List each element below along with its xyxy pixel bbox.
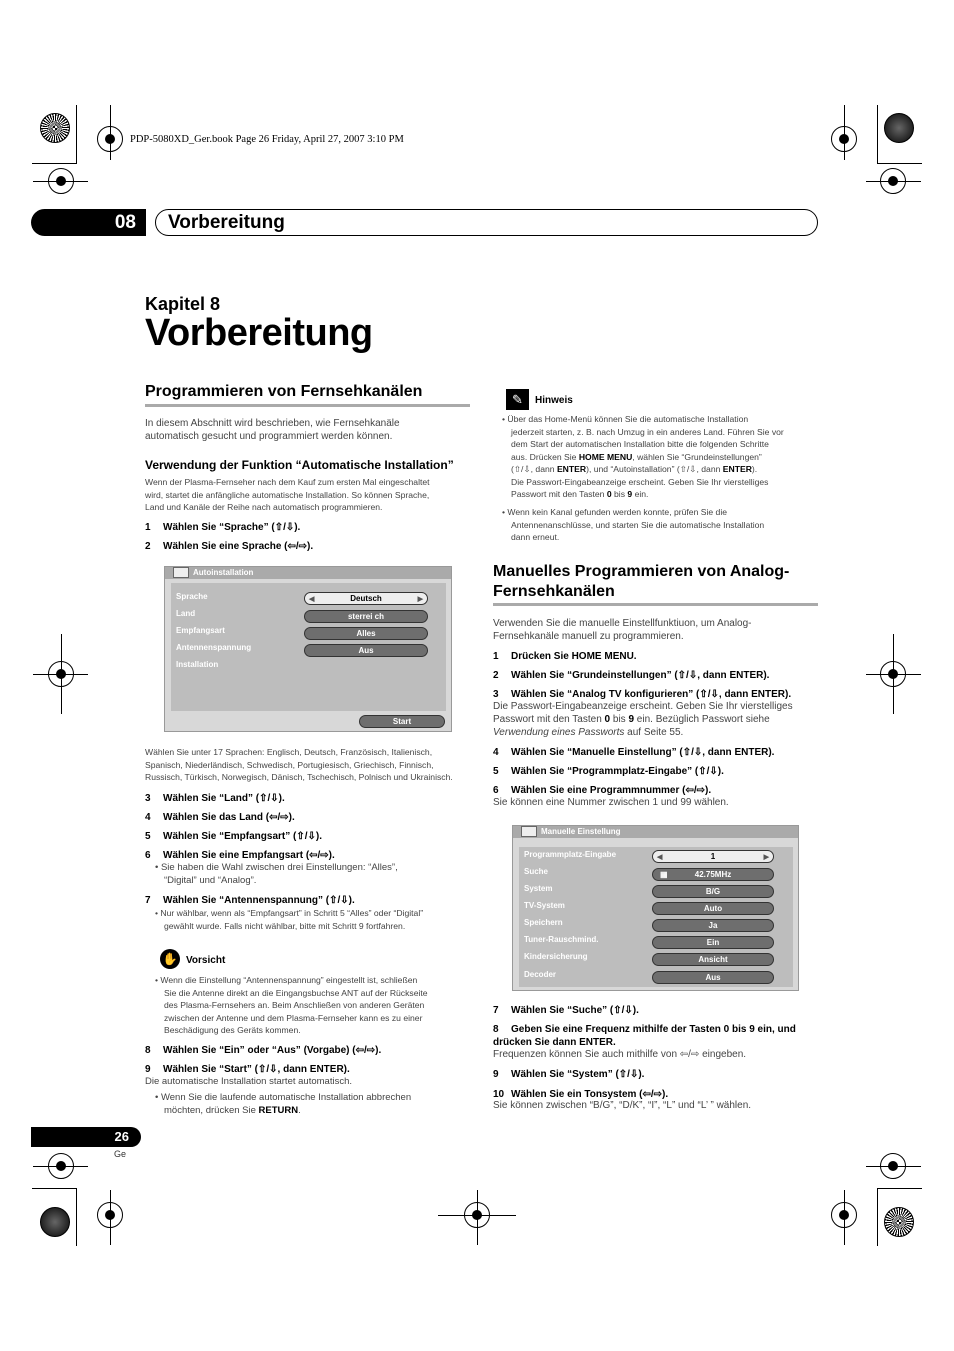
step-9: 9 Wählen Sie “Start” (⇧/⇩, dann ENTER). — [145, 1064, 350, 1075]
autoinstallation-panel — [164, 566, 452, 732]
menu-row-programmplatz[interactable]: Programmplatz-Eingabe ◀ 1 ▶ — [519, 848, 789, 865]
step-5: 5 Wählen Sie “Empfangsart” (⇧/⇩). — [145, 831, 322, 842]
value-pill[interactable]: Ein — [652, 936, 774, 949]
manual-step-5: 5 Wählen Sie “Programmplatz-Eingabe” (⇧/⇩). — [493, 766, 724, 777]
value-selector[interactable]: ◀ Deutsch ▶ — [304, 592, 428, 605]
value-pill[interactable]: Auto — [652, 902, 774, 915]
section-heading: Programmieren von Fernsehkanälen — [145, 383, 423, 400]
languages-note: Wählen Sie unter 17 Sprachen: Englisch, Deutsch, Französisch, Italienisch, Spanisch, Niederländisch, Schwedisch, Portugiesisch, Griechisch, Finnisch, Russisch, Türkisch, Norwegisch, Dänisch, Tschechisch, Polnisch und Ukrainisch. — [145, 747, 453, 782]
language-code: Ge — [114, 1149, 127, 1159]
value-pill[interactable]: Aus — [304, 644, 428, 657]
menu-row-sprache[interactable]: Sprache ◀ Deutsch ▶ — [171, 590, 426, 607]
manual-step-8-text: Frequenzen können Sie auch mithilfe von ⇦/⇨ eingeben. — [493, 1049, 747, 1060]
menu-row-tuner-rauschmind[interactable]: Tuner-Rauschmind. Ein — [519, 933, 789, 950]
panel-title: Autoinstallation — [165, 567, 451, 579]
heading-rule — [493, 603, 818, 606]
manual-step-7: 7 Wählen Sie “Suche” (⇧/⇩). — [493, 1005, 639, 1016]
manual-step-10: 10 Wählen Sie ein Tonsystem (⇦/⇨). — [493, 1089, 669, 1100]
manual-step-6-text: Sie können eine Nummer zwischen 1 und 99 wählen. — [493, 797, 729, 808]
start-button[interactable]: Start — [359, 715, 445, 728]
chapter-header-title: Vorbereitung — [155, 209, 818, 236]
menu-row-suche[interactable]: Suche ▦ 42.75MHz — [519, 865, 789, 882]
arrow-left-icon[interactable]: ◀ — [309, 596, 315, 603]
value-pill[interactable]: Ansicht — [652, 953, 774, 966]
step-1: 1 Wählen Sie “Sprache” (⇧/⇩). — [145, 522, 301, 533]
menu-row-decoder[interactable]: Decoder Aus — [519, 968, 789, 985]
menu-row-empfangsart[interactable]: Empfangsart Alles — [171, 624, 426, 641]
keypad-icon: ▦ — [660, 870, 668, 879]
manual-step-2: 2 Wählen Sie “Grundeinstellungen” (⇧/⇩, dann ENTER). — [493, 670, 770, 681]
value-pill[interactable]: Aus — [652, 971, 774, 984]
page-title: Vorbereitung — [145, 312, 373, 354]
menu-row-tv-system[interactable]: TV-System Auto — [519, 899, 789, 916]
step-2: 2 Wählen Sie eine Sprache (⇦/⇨). — [145, 541, 314, 552]
manual-step-6: 6 Wählen Sie eine Programmnummer (⇦/⇨). — [493, 785, 712, 796]
manual-step-4: 4 Wählen Sie “Manuelle Einstellung” (⇧/⇩, dann ENTER). — [493, 747, 775, 758]
step-7-bullet: • Nur wählbar, wenn als “Empfangsart” in Schritt 5 “Alles” oder “Digital” gewählt wurde. Falls nicht wählbar, bitte mit Schritt 9 fortfahren. — [155, 908, 424, 931]
sub-intro: Wenn der Plasma-Fernseher nach dem Kauf zum ersten Mal eingeschaltet wird, startet die anfängliche automatische Installation. So können Sprache, Land und Kanäle der Reihe nach automatisch programmieren. — [145, 477, 430, 512]
arrow-right-icon[interactable]: ▶ — [417, 596, 423, 603]
intro: In diesem Abschnitt wird beschrieben, wie Fernsehkanäle automatisch gesucht und programmiert werden können. — [145, 418, 400, 442]
step-7: 7 Wählen Sie “Antennenspannung” (⇧/⇩). — [145, 895, 355, 906]
value-pill[interactable]: B/G — [652, 885, 774, 898]
hint-2: • Wenn kein Kanal gefunden werden konnte, prüfen Sie die Antennenanschlüsse, und starten Sie die automatische Installation dann erneut. — [502, 507, 765, 542]
step-9-bullet: • Wenn Sie die laufende automatische Installation abbrechen möchten, drücken Sie RETURN. — [155, 1092, 412, 1116]
value-pill[interactable]: ▦ 42.75MHz — [652, 868, 774, 881]
manual-step-1: 1 Drücken Sie HOME MENU. — [493, 651, 637, 662]
chapter-number: 08 — [31, 209, 146, 236]
panel-title: Manuelle Einstellung — [513, 826, 798, 838]
arrow-right-icon[interactable]: ▶ — [763, 854, 769, 861]
caution-text: • Wenn die Einstellung “Antennenspannung” eingestellt ist, schließen Sie die Antenne direkt an die Eingangsbuchse ANT auf der Rückseite des Plasma-Fernsehers an. Beim Anschließen von anderen Geräten zwischen der Antenne und dem Plasma-Fernseher kann es zu einer Beschädigung des Geräts kommen. — [155, 975, 428, 1035]
manual-step-3-text: Die Passwort-Eingabeanzeige erscheint. Geben Sie Ihr vierstelliges Passwort mit den Tasten 0 bis 9 ein. Bezüglich Passwort siehe Verwendung eines Passworts auf Seite 55. — [493, 701, 793, 738]
manuelle-einstellung-panel — [512, 825, 799, 991]
caution-heading: Vorsicht — [186, 955, 226, 966]
menu-row-kindersicherung[interactable]: Kindersicherung Ansicht — [519, 950, 789, 967]
manual-step-10-text: Sie können zwischen “B/G”, “D/K”, “I”, “L” und “L’ ” wählen. — [493, 1100, 752, 1111]
manual-step-8: 8 Geben Sie eine Frequenz mithilfe der Tasten 0 bis 9 ein, und drücken Sie dann ENTER. — [493, 1024, 796, 1048]
manual-step-9: 9 Wählen Sie “System” (⇧/⇩). — [493, 1069, 645, 1080]
menu-row-antennenspannung[interactable]: Antennenspannung Aus — [171, 641, 426, 658]
value-pill[interactable]: Alles — [304, 627, 428, 640]
value-selector[interactable]: ◀ 1 ▶ — [652, 850, 774, 863]
hint-1: • Über das Home-Menü können Sie die automatische Installation jederzeit starten, z. B. nach Umzug in ein anderes Land. Führen Sie vor dem Start der automatischen Installation bitte die folgenden Schritte aus. Drücken Sie HOME MENU, wählen Sie “Grundeinstellungen” (⇧/⇩, dann ENTER), und “Autoinstallation” (⇧/⇩, dann ENTER). Die Passwort-Eingabeanzeige erscheint. Geben Sie Ihr vierstelliges Passwort mit den Tasten 0 bis 9 ein. — [502, 414, 784, 499]
step-3: 3 Wählen Sie “Land” (⇧/⇩). — [145, 793, 285, 804]
manual-step-3: 3 Wählen Sie “Analog TV konfigurieren” (⇧/⇩, dann ENTER). — [493, 689, 792, 700]
subheading: Verwendung der Funktion “Automatische Installation” — [145, 458, 454, 472]
heading-rule — [145, 404, 470, 407]
arrow-left-icon[interactable]: ◀ — [657, 854, 663, 861]
menu-row-system[interactable]: System B/G — [519, 882, 789, 899]
section-heading-manual: Manuelles Programmieren von Analog- Fernsehkanälen — [493, 563, 790, 600]
manual-intro: Verwenden Sie die manuelle Einstellfunktiuon, um Analog- Fernsehkanäle manuell zu programmieren. — [493, 618, 752, 642]
menu-row-land[interactable]: Land sterrei ch — [171, 607, 426, 624]
value-pill[interactable]: Ja — [652, 919, 774, 932]
caution-hand-icon: ✋ — [160, 949, 180, 969]
step-4: 4 Wählen Sie das Land (⇦/⇨). — [145, 812, 295, 823]
step-9-text: Die automatische Installation startet automatisch. — [145, 1076, 352, 1087]
value-pill[interactable]: sterrei ch — [304, 610, 428, 623]
step-8: 8 Wählen Sie “Ein” oder “Aus” (Vorgabe) (⇦/⇨). — [145, 1045, 382, 1056]
file-info: PDP-5080XD_Ger.book Page 26 Friday, April 27, 2007 3:10 PM — [130, 134, 404, 145]
step-6-bullet: • Sie haben die Wahl zwischen drei Einstellungen: “Alles”, “Digital” und “Analog”. — [155, 862, 398, 886]
note-pencil-icon: ✎ — [506, 389, 529, 410]
menu-row-speichern[interactable]: Speichern Ja — [519, 916, 789, 933]
hint-heading: Hinweis — [535, 395, 573, 406]
book-icon — [173, 567, 189, 578]
chapter-label: Kapitel 8 — [145, 294, 221, 314]
menu-row-installation[interactable]: Installation — [176, 660, 219, 669]
page-number: 26 — [31, 1127, 141, 1147]
book-icon — [521, 826, 537, 837]
step-6: 6 Wählen Sie eine Empfangsart (⇦/⇨). — [145, 850, 335, 861]
